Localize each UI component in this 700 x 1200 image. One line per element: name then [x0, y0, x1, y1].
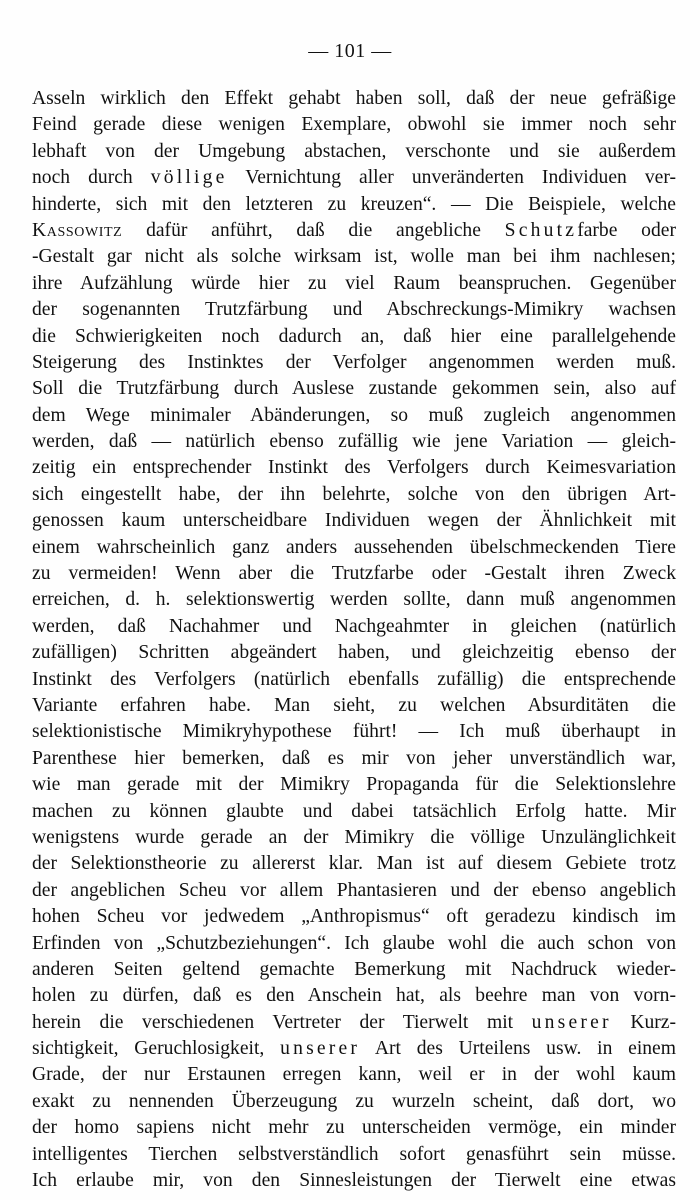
text-line — [32, 1010, 676, 1036]
text-line — [32, 640, 676, 666]
text-line — [32, 376, 676, 402]
text-line — [32, 851, 676, 877]
text-segment: intelligentes Tierchen selbstverständlich sofort genasführt sein müsse. — [32, 1143, 676, 1165]
text-line — [32, 904, 676, 930]
text-segment: der sogenannten Trutzfärbung und Abschreckungs-Mimikry wachsen — [32, 299, 676, 321]
text-segment: Vernichtung aller unveränderten Individuen ver- — [227, 167, 676, 189]
text-segment: Instinkt des Verfolgers (natürlich ebenfalls zufällig) die entsprechende — [32, 668, 676, 690]
text-segment: der homo sapiens nicht mehr zu unterscheiden vermöge, ein minder — [32, 1117, 676, 1139]
text-line — [32, 218, 676, 244]
spaced-emphasis: völlige — [150, 167, 228, 189]
text-line — [32, 693, 676, 719]
text-segment: erreichen, d. h. selektionswertig werden sollte, dann muß angenommen — [32, 589, 676, 611]
text-segment: machen zu können glaubte und dabei tatsächlich Erfolg hatte. Mir — [32, 800, 676, 822]
text-segment: ihre Aufzählung würde hier zu viel Raum beanspruchen. Gegenüber — [32, 272, 676, 294]
text-segment: Feind gerade diese wenigen Exemplare, obwohl sie immer noch sehr — [32, 114, 676, 136]
text-segment: lebhaft von der Umgebung abstachen, verschonte und sie außerdem — [32, 140, 676, 162]
text-segment: Soll die Trutzfärbung durch Auslese zustande gekommen sein, also auf — [32, 378, 676, 400]
text-segment: exakt zu nennenden Überzeugung zu wurzeln scheint, daß dort, wo — [32, 1090, 676, 1112]
text-line — [32, 535, 676, 561]
text-line — [32, 587, 676, 613]
text-segment: Kurz- — [611, 1011, 677, 1033]
small-caps-name: Kassowitz — [32, 219, 123, 241]
text-line — [32, 429, 676, 455]
text-segment: Parenthese hier bemerken, daß es mir von jeher unverständlich war, — [32, 747, 676, 769]
text-segment: Variante erfahren habe. Man sieht, zu welchen Absurditäten die — [32, 694, 676, 716]
text-line — [32, 244, 676, 270]
spaced-emphasis: Schutz — [504, 219, 578, 241]
text-line — [32, 271, 676, 297]
text-line — [32, 825, 676, 851]
text-line — [32, 165, 676, 191]
text-segment: der angeblichen Scheu vor allem Phantasieren und der ebenso angeblich — [32, 879, 676, 901]
text-line — [32, 667, 676, 693]
text-segment: Ich erlaube mir, von den Sinnesleistungen der Tierwelt eine etwas — [32, 1170, 676, 1192]
text-segment: sichtigkeit, Geruchlosigkeit, — [32, 1038, 281, 1060]
text-line — [32, 455, 676, 481]
text-segment: Art des Urteilens usw. in einem — [360, 1038, 676, 1060]
text-segment: zu vermeiden! Wenn aber die Trutzfarbe oder -Gestalt ihren Zweck — [32, 563, 676, 585]
text-line — [32, 112, 676, 138]
text-line — [32, 983, 676, 1009]
text-segment: farbe oder — [577, 219, 676, 241]
text-line — [32, 1115, 676, 1141]
text-line — [32, 86, 676, 112]
text-segment: der Selektionstheorie zu allererst klar. Man ist auf diesem Gebiete trotz — [32, 853, 676, 875]
text-line — [32, 746, 676, 772]
text-segment: noch durch — [32, 167, 151, 189]
text-segment: hohen Scheu vor jedwedem „Anthropismus“ oft geradezu kindisch im — [32, 906, 676, 928]
text-segment: die Schwierigkeiten noch dadurch an, daß hier eine parallelgehende — [32, 325, 676, 347]
body-text — [32, 86, 676, 1194]
text-segment: sich eingestellt habe, der ihn belehrte, solche von den übrigen Art- — [32, 483, 676, 505]
text-line — [32, 772, 676, 798]
text-line — [32, 192, 676, 218]
text-line — [32, 719, 676, 745]
text-segment: herein die verschiedenen Vertreter der Tierwelt mit — [32, 1011, 532, 1033]
text-segment: dem Wege minimaler Abänderungen, so muß zugleich angenommen — [32, 404, 676, 426]
text-line — [32, 139, 676, 165]
text-line — [32, 508, 676, 534]
text-segment: werden, daß Nachahmer und Nachgeahmter in gleichen (natürlich — [32, 615, 676, 637]
text-segment: Steigerung des Instinktes der Verfolger angenommen werden muß. — [32, 351, 676, 373]
text-line — [32, 1036, 676, 1062]
text-line — [32, 561, 676, 587]
text-segment: Grade, der nur Erstaunen erregen kann, weil er in der wohl kaum — [32, 1064, 676, 1086]
text-segment: -Gestalt gar nicht als solche wirksam ist, wolle man bei ihm nachlesen; — [32, 246, 676, 268]
text-segment: zeitig ein entsprechender Instinkt des Verfolgers durch Keimesvariation — [32, 457, 676, 479]
text-line — [32, 350, 676, 376]
text-segment: selektionistische Mimikryhypothese führt! — Ich muß überhaupt in — [32, 721, 676, 743]
text-segment: genossen kaum unterscheidbare Individuen wegen der Ähnlichkeit mit — [32, 510, 676, 532]
text-line — [32, 931, 676, 957]
text-line — [32, 1089, 676, 1115]
spaced-emphasis: unserer — [280, 1038, 361, 1060]
text-line — [32, 1168, 676, 1194]
text-line — [32, 1142, 676, 1168]
text-segment: werden, daß — natürlich ebenso zufällig wie jene Variation — gleich- — [32, 431, 676, 453]
text-segment: wie man gerade mit der Mimikry Propaganda für die Selektionslehre — [32, 774, 676, 796]
text-segment: hinderte, sich mit den letzteren zu kreuzen“. — Die Beispiele, welche — [32, 193, 676, 215]
text-line — [32, 297, 676, 323]
text-line — [32, 614, 676, 640]
text-line — [32, 957, 676, 983]
spaced-emphasis: unserer — [531, 1011, 612, 1033]
text-line — [32, 878, 676, 904]
text-line — [32, 1062, 676, 1088]
text-segment: Asseln wirklich den Effekt gehabt haben soll, daß der neue gefräßige — [32, 88, 676, 109]
text-segment: holen zu dürfen, daß es den Anschein hat, als beehre man von vorn- — [32, 985, 676, 1007]
text-segment: einem wahrscheinlich ganz anders aussehenden übelschmeckenden Tiere — [32, 536, 676, 558]
text-line — [32, 324, 676, 350]
text-segment: zufälligen) Schritten abgeändert haben, und gleichzeitig ebenso der — [32, 642, 676, 664]
text-line — [32, 799, 676, 825]
page-number: — 101 — — [308, 40, 392, 62]
text-segment: Erfinden von „Schutzbeziehungen“. Ich glaube wohl die auch schon von — [32, 932, 676, 954]
text-segment: anderen Seiten geltend gemachte Bemerkung mit Nachdruck wieder- — [32, 958, 676, 980]
text-segment: dafür anführt, daß die angebliche — [122, 219, 505, 241]
text-line — [32, 403, 676, 429]
text-segment: wenigstens wurde gerade an der Mimikry die völlige Unzulänglichkeit — [32, 826, 676, 848]
text-line — [32, 482, 676, 508]
